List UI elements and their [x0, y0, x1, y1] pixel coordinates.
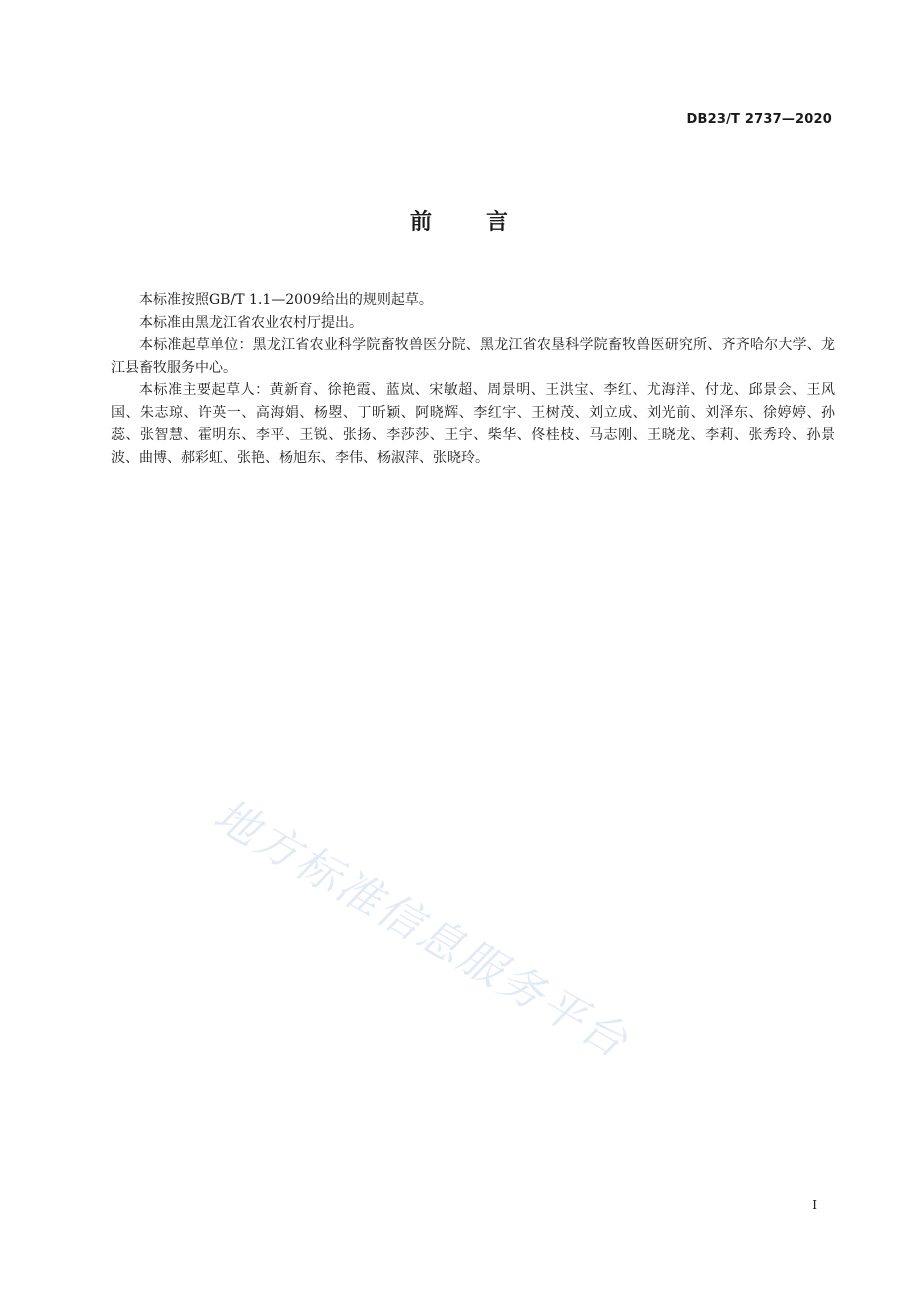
foreword-content [111, 289, 835, 469]
watermark: 地方标准信息服务平台 [205, 789, 638, 1069]
title-char-1: 前 [409, 210, 434, 235]
page-title [0, 205, 920, 236]
standard-code: DB23/T 2737—2020 [686, 112, 832, 127]
paragraph-proposer: 本标准由黑龙江省农业农村厅提出。 [139, 314, 363, 331]
paragraph-drafters: 本标准主要起草人：黄新育、徐艳霞、蓝岚、宋敏超、周景明、王洪宝、李红、尤海洋、付龙、邱景会、王风国、朱志琼、许英一、高海娟、杨曌、丁昕颖、阿晓辉、李红宇、王树茂、刘立成、刘光前、刘泽东、徐婷婷、孙蕊、张智慧、霍明东、李平、王锐、张扬、李莎莎、王宇、柴华、佟桂枝、马志刚、王晓龙、李莉、张秀玲、孙景波、曲博、郝彩虹、张艳、杨旭东、李伟、杨淑萍、张晓玲。 [111, 382, 835, 466]
paragraph-drafting-units: 本标准起草单位：黑龙江省农业科学院畜牧兽医分院、黑龙江省农垦科学院畜牧兽医研究所、齐齐哈尔大学、龙江县畜牧服务中心。 [111, 337, 835, 376]
title-char-2: 言 [486, 210, 511, 235]
paragraph-drafting-rules: 本标准按照GB/T 1.1—2009给出的规则起草。 [139, 292, 433, 308]
page-number: I [812, 1198, 817, 1212]
